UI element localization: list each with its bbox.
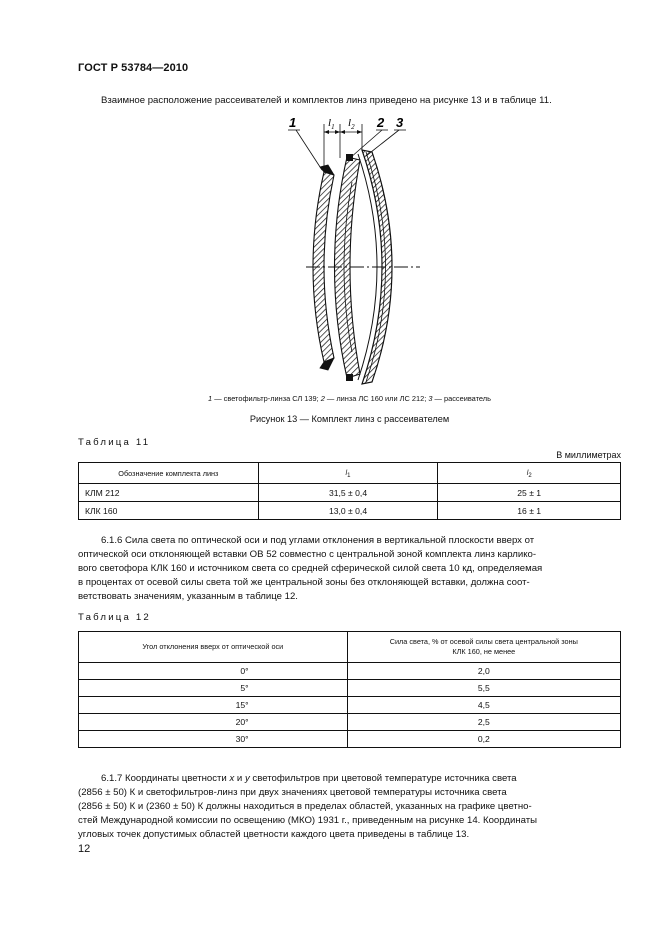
paragraph-6-1-6: 6.1.6 Сила света по оптической оси и под углами отклонения в вертикальной плоскости вверх от оптической оси отклоняющей вставки ОВ 52 совместно с центральной зоной комплекта линз карлико- вого светофора КЛК 160 и источником света со средней сферической силой света 10 кд, определяемая в процентах от осевой силы света той же центральной зоны без отклоняющей вставки, должна соот- ветствовать значениям, указанным в таблице 12. bbox=[78, 535, 543, 602]
table-cell: 0,2 bbox=[347, 731, 620, 748]
page-number: 12 bbox=[78, 843, 91, 855]
paragraph-6-1-7: 6.1.7 Координаты цветности x и y светофильтров при цветовой температуре источника света (2856 ± 50) К и светофильтров-линз при двух значениях цветовой температуры источника света (2856 ± 50) К и (2360 ± 50) К должны находиться в пределах областей, указанных на графике цветно- стей Международной комиссии по освещению (МКО) 1931 г., приведенным на рисунке 14. Координаты угловых точек допустимых областей цветности каждого цвета приведены в таблице 13. bbox=[78, 773, 538, 840]
table11-units: В миллиметрах bbox=[556, 450, 621, 460]
table-cell: 2,0 bbox=[347, 663, 620, 680]
table-row bbox=[79, 663, 621, 680]
table-cell: 5° bbox=[79, 680, 348, 697]
table-cell: 5,5 bbox=[347, 680, 620, 697]
table-cell: 30° bbox=[79, 731, 348, 748]
table12-col-intensity: Сила света, % от осевой силы света центральной зоны КЛК 160, не менее bbox=[347, 632, 620, 663]
leader-3 bbox=[366, 130, 399, 156]
table-header-row bbox=[79, 463, 621, 484]
table-row bbox=[79, 502, 621, 520]
table11-label: Таблица 11 bbox=[78, 437, 151, 448]
table-cell: 2,5 bbox=[347, 714, 620, 731]
table-cell: КЛМ 212 bbox=[79, 484, 259, 502]
table-cell: 20° bbox=[79, 714, 348, 731]
lens-set-drawing bbox=[262, 112, 422, 387]
leader-1 bbox=[296, 130, 322, 170]
intro-paragraph: Взаимное расположение рассеивателей и комплектов линз приведено на рисунке 13 и в таблице 11. bbox=[101, 95, 552, 106]
table-row bbox=[79, 731, 621, 748]
table12 bbox=[78, 631, 621, 748]
table11 bbox=[78, 462, 621, 520]
table-row bbox=[79, 680, 621, 697]
table11-col-l1: $l_1$ bbox=[258, 463, 438, 484]
table-cell: 31,5 ± 0,4 bbox=[258, 484, 438, 502]
table-row bbox=[79, 697, 621, 714]
table11-col-designation: Обозначение комплекта линз bbox=[79, 463, 259, 484]
figure-label-1: 1 bbox=[289, 115, 297, 130]
table-cell: 13,0 ± 0,4 bbox=[258, 502, 438, 520]
table12-col-angle: Угол отклонения вверх от оптической оси bbox=[79, 632, 348, 663]
figure-label-2: 2 bbox=[377, 115, 385, 130]
table-header-row bbox=[79, 632, 621, 663]
table-cell: 0° bbox=[79, 663, 348, 680]
table12-label: Таблица 12 bbox=[78, 612, 151, 623]
figure-caption: Рисунок 13 — Комплект линз с рассеивателем bbox=[249, 414, 450, 424]
figure-label-l1: $l_1$ bbox=[328, 117, 335, 131]
table-row bbox=[79, 714, 621, 731]
table-cell: КЛК 160 bbox=[79, 502, 259, 520]
table-cell: 15° bbox=[79, 697, 348, 714]
table11-col-l2: $l_2$ bbox=[438, 463, 621, 484]
table-cell: 25 ± 1 bbox=[438, 484, 621, 502]
lens-shape bbox=[335, 157, 361, 378]
figure-label-l2: $l_2$ bbox=[348, 117, 355, 131]
table-cell: 4,5 bbox=[347, 697, 620, 714]
lens-rim-bottom bbox=[346, 374, 353, 381]
lens-rim-top bbox=[346, 154, 353, 161]
table-cell: 16 ± 1 bbox=[438, 502, 621, 520]
document-header: ГОСТ Р 53784—2010 bbox=[78, 62, 189, 74]
table-row bbox=[79, 484, 621, 502]
figure-label-3: 3 bbox=[396, 115, 404, 130]
figure-legend: 1 — светофильтр-линза СЛ 139; 2 — линза ЛС 160 или ЛС 212; 3 — рассеиватель bbox=[208, 394, 491, 403]
